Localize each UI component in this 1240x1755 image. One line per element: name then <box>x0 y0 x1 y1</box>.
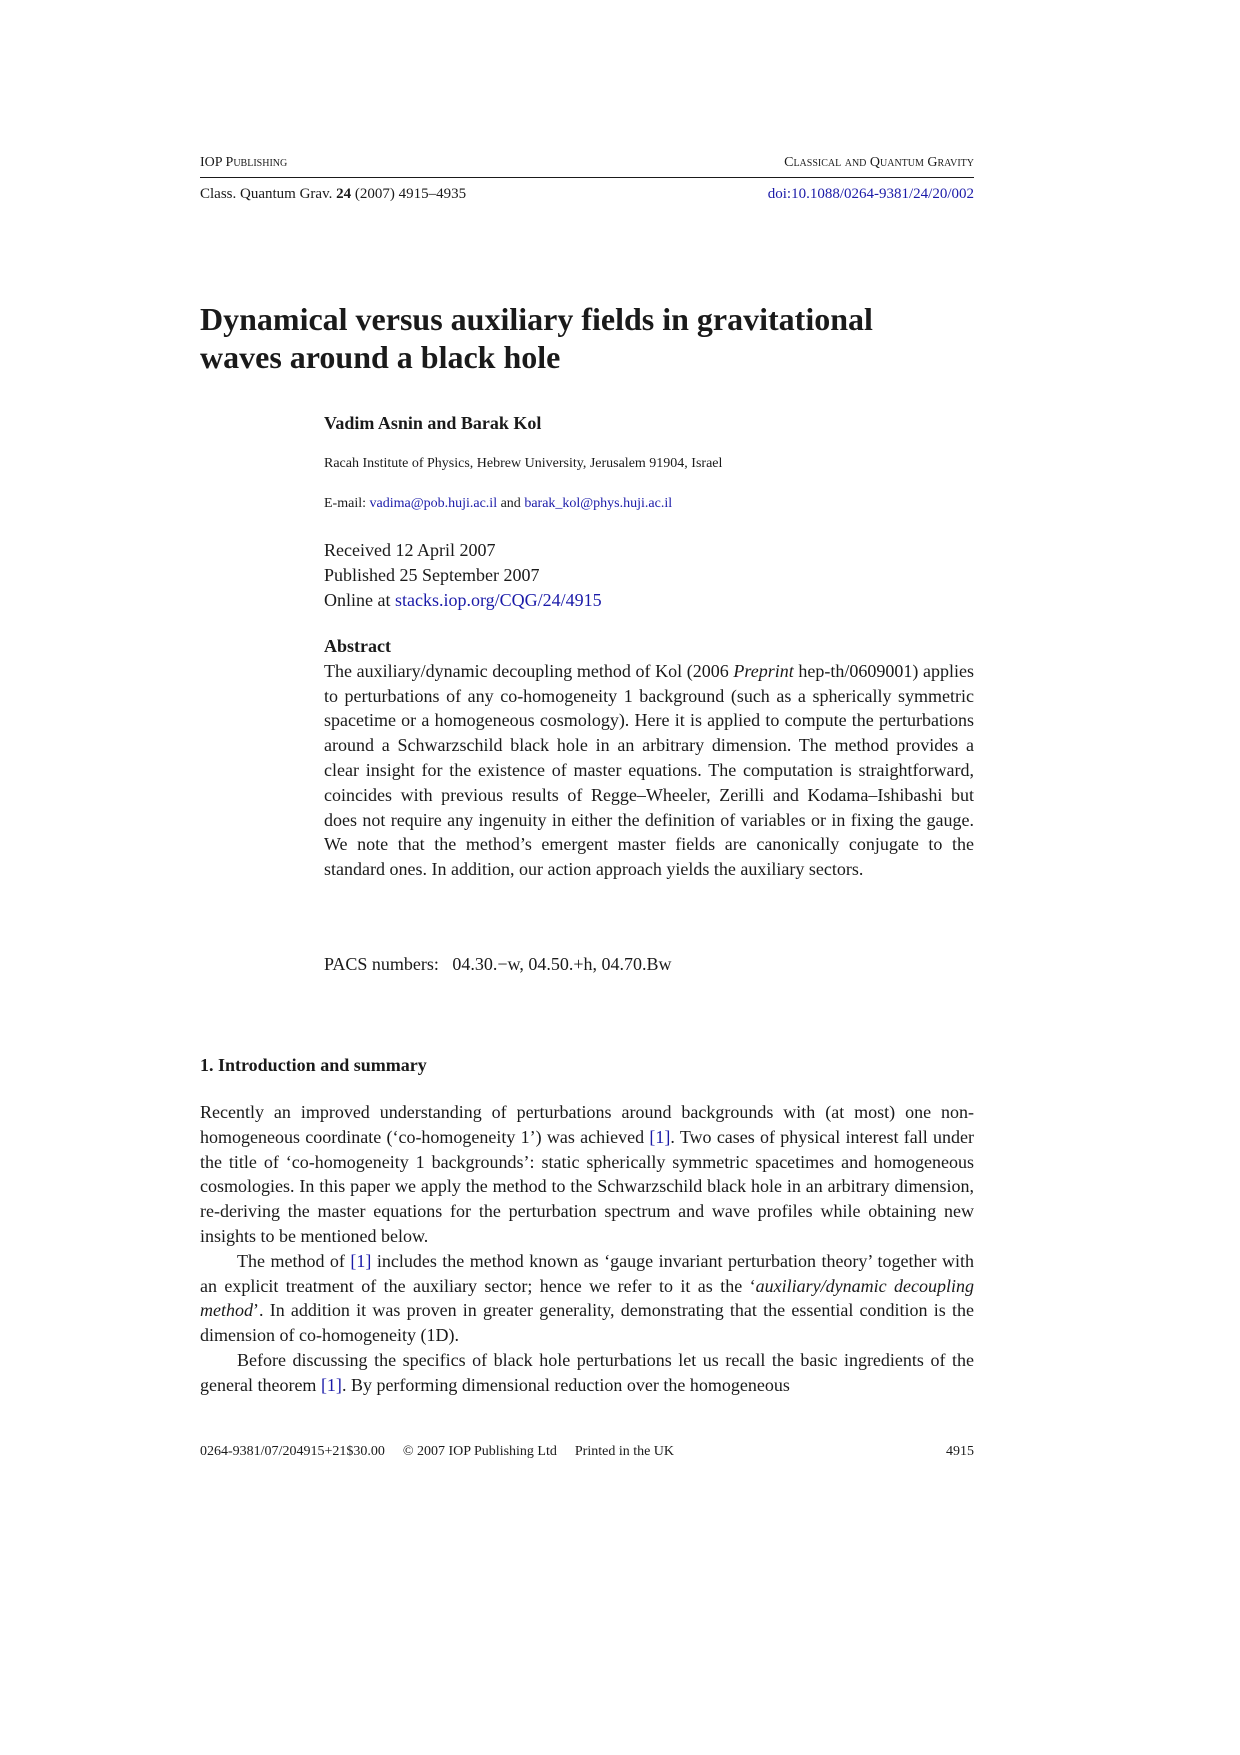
doi-link[interactable]: doi:10.1088/0264-9381/24/20/002 <box>767 186 974 202</box>
abstract-text-part2: hep-th/0609001) applies to perturbations of any co-homogeneity 1 background (such as a spherically symmetric spacetime or a homogeneous cosmology). Here it is applied to compute the perturbations around a Schwarzschild black hole in an arbitrary dimension. The method provides a clear insight for the existence of master equations. The computation is straightforward, coincides with previous results of Regge–Wheeler, Zerilli and Kodama–Ishibashi but does not require any ingenuity in either the definition of variables or in fixing the gauge. We note that the method’s emergent master fields are canonically conjugate to the standard ones. In addition, our action approach yields the auxiliary sectors. <box>324 660 975 880</box>
running-header <box>200 155 974 171</box>
issn-price: 0264-9381/07/204915+21$30.00 <box>200 1444 385 1459</box>
footer-info <box>200 1444 674 1460</box>
copyright: © 2007 IOP Publishing Ltd <box>402 1444 557 1459</box>
pacs-numbers <box>324 954 672 975</box>
paragraph-1 <box>200 1100 974 1249</box>
abstract-preprint-italic: Preprint <box>733 660 794 681</box>
p3-text-b: . By performing dimensional reduction over the homogeneous <box>341 1374 790 1395</box>
email-link-asnin[interactable]: vadima@pob.huji.ac.il <box>369 496 498 511</box>
email-line <box>324 496 672 512</box>
citation <box>200 186 466 203</box>
p1-text-b: . Two cases of physical interest fall under the title of ‘co-homogeneity 1 backgrounds’: static spherically symmetric spacetimes and homogeneous cosmologies. In this paper we apply the method to the Schwarzschild black hole in an arbitrary dimension, re-deriving the master equations for the perturbation spectrum and wave profiles while obtaining new insights to be mentioned below. <box>200 1126 975 1246</box>
received-date: Received 12 April 2007 <box>324 540 496 560</box>
affiliation: Racah Institute of Physics, Hebrew University, Jerusalem 91904, Israel <box>324 456 723 471</box>
p3-text-a: Before discussing the specifics of black hole perturbations let us recall the basic ingredients of the general theorem <box>200 1349 974 1395</box>
publication-dates <box>324 538 602 613</box>
p1-text-a: Recently an improved understanding of perturbations around backgrounds with (at most) one non-homogeneous coordinate (‘co-homogeneity 1’) was achieved <box>200 1102 974 1147</box>
citation-line <box>200 186 974 203</box>
section-body <box>200 1100 974 1398</box>
online-link[interactable]: stacks.iop.org/CQG/24/4915 <box>394 590 602 610</box>
email-joiner: and <box>500 496 521 511</box>
page-footer <box>200 1444 974 1460</box>
p2-text-c: ’. In addition it was proven in greater generality, demonstrating that the essential condition is the dimension of co-homogeneity (1D). <box>200 1300 974 1346</box>
publisher-name: IOP Publishing <box>200 155 288 170</box>
citation-suffix: (2007) 4915–4935 <box>351 186 467 202</box>
authors: Vadim Asnin and Barak Kol <box>324 413 542 433</box>
paragraph-2 <box>200 1249 974 1348</box>
citation-ref-1b[interactable]: [1] <box>350 1250 372 1271</box>
citation-prefix: Class. Quantum Grav. <box>200 186 337 202</box>
citation-volume: 24 <box>336 186 352 202</box>
abstract <box>324 634 974 882</box>
section-heading: 1. Introduction and summary <box>200 1055 427 1075</box>
paragraph-3 <box>200 1348 974 1398</box>
online-prefix: Online at <box>324 590 395 610</box>
article-title: Dynamical versus auxiliary fields in gravitational waves around a black hole <box>200 301 873 375</box>
published-date: Published 25 September 2007 <box>324 565 540 585</box>
abstract-text-part1: The auxiliary/dynamic decoupling method of Kol (2006 <box>324 660 734 681</box>
online-line <box>324 588 602 613</box>
header-rule <box>200 177 974 178</box>
p2-text-a: The method of <box>237 1250 351 1271</box>
journal-name: Classical and Quantum Gravity <box>784 155 974 170</box>
p2-italic-method: auxiliary/dynamic decoupling method <box>200 1275 974 1321</box>
pacs-label: PACS numbers: <box>324 954 439 974</box>
email-label: E-mail: <box>324 496 366 511</box>
email-link-kol[interactable]: barak_kol@phys.huji.ac.il <box>524 496 673 511</box>
citation-ref-1c[interactable]: [1] <box>320 1374 342 1395</box>
pacs-values: 04.30.−w, 04.50.+h, 04.70.Bw <box>452 954 672 974</box>
p2-text-b: includes the method known as ‘gauge invariant perturbation theory’ together with an explicit treatment of the auxiliary sector; hence we refer to it as the ‘ <box>200 1250 974 1296</box>
printed-in: Printed in the UK <box>574 1444 675 1459</box>
page-number: 4915 <box>946 1444 974 1459</box>
abstract-heading: Abstract <box>324 636 391 656</box>
citation-ref-1[interactable]: [1] <box>649 1126 671 1147</box>
abstract-text <box>324 659 974 882</box>
